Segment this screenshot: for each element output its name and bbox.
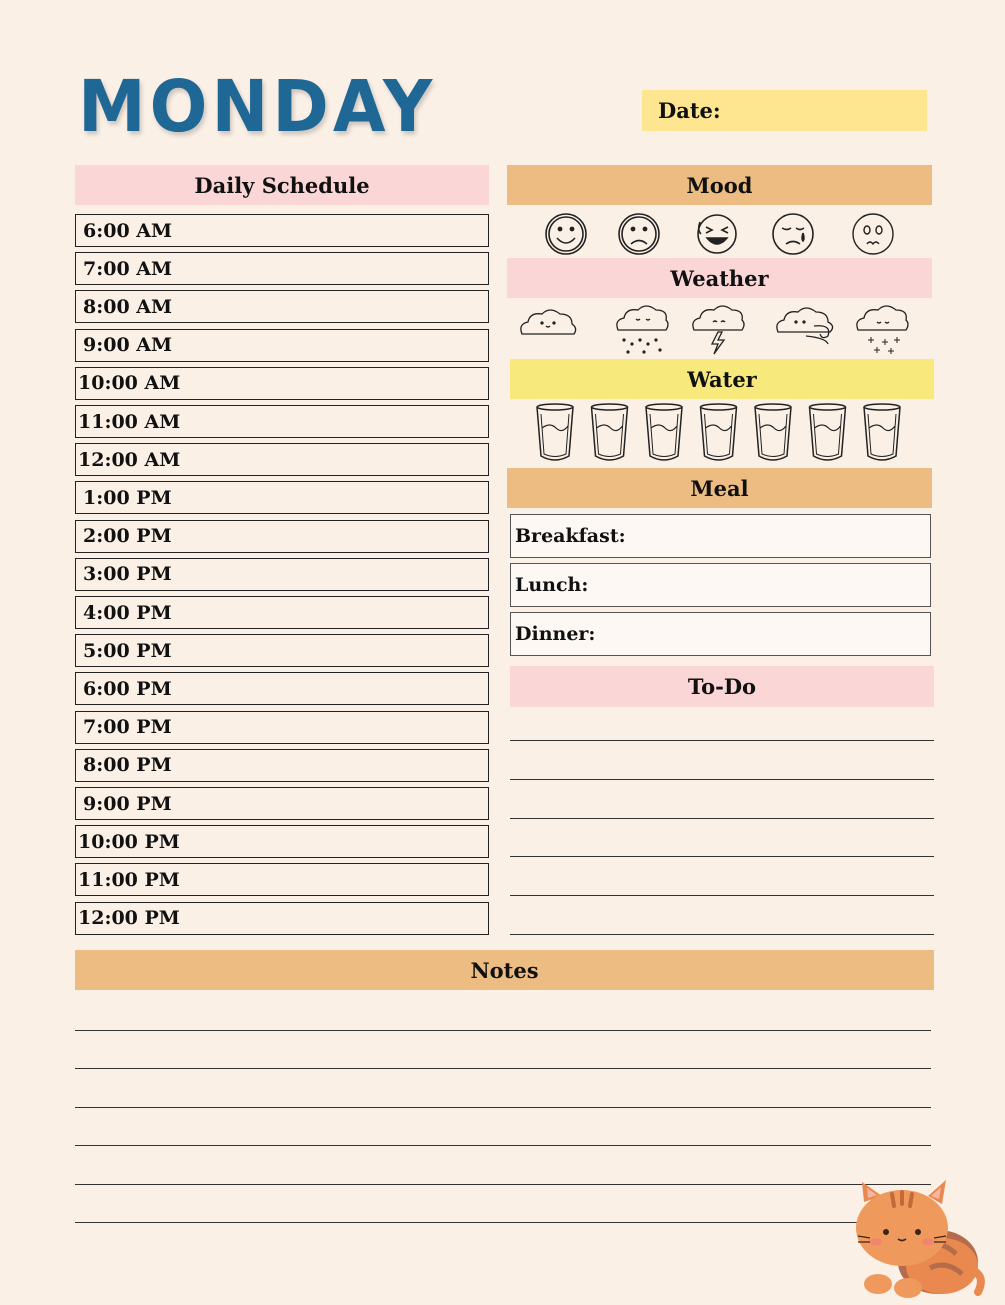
mood-title: Mood (686, 172, 753, 198)
schedule-slot[interactable] (75, 214, 489, 247)
mood-row (540, 210, 900, 258)
meal-title: Meal (690, 475, 749, 501)
schedule-slot[interactable] (75, 290, 489, 323)
todo-line[interactable] (510, 740, 934, 741)
todo-line[interactable] (510, 779, 934, 780)
meal-header (507, 468, 932, 508)
schedule-slot[interactable] (75, 329, 489, 362)
todo-line[interactable] (510, 895, 934, 896)
happy-face-icon[interactable] (546, 214, 586, 254)
schedule-time-label: 9:00 AM (83, 334, 173, 357)
todo-line[interactable] (510, 818, 934, 819)
schedule-slot[interactable] (75, 405, 489, 438)
schedule-slot[interactable] (75, 787, 489, 820)
schedule-time-label: 11:00 AM (78, 410, 181, 433)
todo-line[interactable] (510, 934, 934, 935)
laughing-face-icon[interactable] (698, 215, 736, 253)
schedule-time-label: 6:00 PM (83, 677, 172, 700)
todo-line[interactable] (510, 856, 934, 857)
water-glass-icon[interactable] (646, 404, 682, 460)
lunch-label: Lunch: (515, 574, 589, 596)
mood-header (507, 165, 932, 205)
schedule-slot[interactable] (75, 749, 489, 782)
page-title: MONDAY (78, 66, 437, 149)
water-glass-icon[interactable] (755, 404, 791, 460)
water-row (530, 402, 910, 464)
schedule-time-label: 12:00 AM (78, 448, 181, 471)
sad-face-icon[interactable] (619, 214, 659, 254)
schedule-time-label: 8:00 AM (83, 295, 173, 318)
breakfast-field[interactable] (510, 514, 931, 558)
schedule-slot[interactable] (75, 481, 489, 514)
water-title: Water (687, 366, 757, 392)
schedule-slot[interactable] (75, 711, 489, 744)
schedule-time-label: 11:00 PM (78, 868, 180, 891)
schedule-time-label: 7:00 AM (83, 257, 173, 280)
water-header (510, 359, 934, 399)
schedule-slot[interactable] (75, 634, 489, 667)
daily-schedule-title: Daily Schedule (194, 172, 370, 198)
schedule-time-label: 8:00 PM (83, 754, 172, 777)
schedule-time-label: 2:00 PM (83, 525, 172, 548)
mood-icons (540, 210, 900, 258)
schedule-time-label: 9:00 PM (83, 792, 172, 815)
schedule-time-label: 6:00 AM (83, 219, 173, 242)
schedule-slot[interactable] (75, 520, 489, 553)
windy-icon[interactable] (777, 308, 833, 344)
lunch-field[interactable] (510, 563, 931, 607)
crying-face-icon[interactable] (773, 214, 813, 254)
stormy-icon[interactable] (693, 306, 744, 354)
water-glass-icon[interactable] (701, 404, 737, 460)
notes-header (75, 950, 934, 990)
schedule-slot[interactable] (75, 443, 489, 476)
notes-line[interactable] (75, 1030, 931, 1031)
schedule-time-label: 10:00 AM (78, 372, 181, 395)
weather-title: Weather (670, 265, 769, 291)
sick-face-icon[interactable] (853, 214, 893, 254)
water-glasses (530, 402, 910, 464)
notes-line[interactable] (75, 1145, 931, 1146)
date-field[interactable] (642, 90, 927, 131)
schedule-slot[interactable] (75, 596, 489, 629)
schedule-time-label: 3:00 PM (83, 563, 172, 586)
dinner-label: Dinner: (515, 623, 596, 645)
water-glass-icon[interactable] (537, 404, 573, 460)
weather-header (507, 258, 932, 298)
schedule-slot[interactable] (75, 252, 489, 285)
schedule-slot[interactable] (75, 558, 489, 591)
snowy-icon[interactable] (857, 306, 908, 354)
notes-line[interactable] (75, 1184, 931, 1185)
breakfast-label: Breakfast: (515, 525, 626, 547)
schedule-time-label: 5:00 PM (83, 639, 172, 662)
water-glass-icon[interactable] (592, 404, 628, 460)
schedule-slot[interactable] (75, 672, 489, 705)
dinner-field[interactable] (510, 612, 931, 656)
todo-header (510, 666, 934, 707)
cat-mascot-icon (846, 1184, 986, 1301)
schedule-slot[interactable] (75, 825, 489, 858)
schedule-time-label: 12:00 PM (78, 907, 180, 930)
schedule-time-label: 10:00 PM (78, 830, 180, 853)
schedule-time-label: 4:00 PM (83, 601, 172, 624)
notes-line[interactable] (75, 1222, 865, 1223)
notes-line[interactable] (75, 1068, 931, 1069)
notes-line[interactable] (75, 1107, 931, 1108)
date-label: Date: (658, 98, 721, 123)
schedule-slot[interactable] (75, 863, 489, 896)
notes-title: Notes (470, 957, 539, 983)
weather-icons (518, 302, 918, 358)
schedule-slot[interactable] (75, 902, 489, 935)
rainy-icon[interactable] (617, 306, 668, 354)
schedule-slot[interactable] (75, 367, 489, 400)
water-glass-icon[interactable] (864, 404, 900, 460)
cloudy-icon[interactable] (521, 310, 576, 334)
schedule-time-label: 1:00 PM (83, 486, 172, 509)
schedule-time-label: 7:00 PM (83, 716, 172, 739)
water-glass-icon[interactable] (810, 404, 846, 460)
todo-title: To-Do (687, 674, 757, 699)
daily-schedule-header (75, 165, 489, 205)
weather-row (518, 302, 918, 358)
